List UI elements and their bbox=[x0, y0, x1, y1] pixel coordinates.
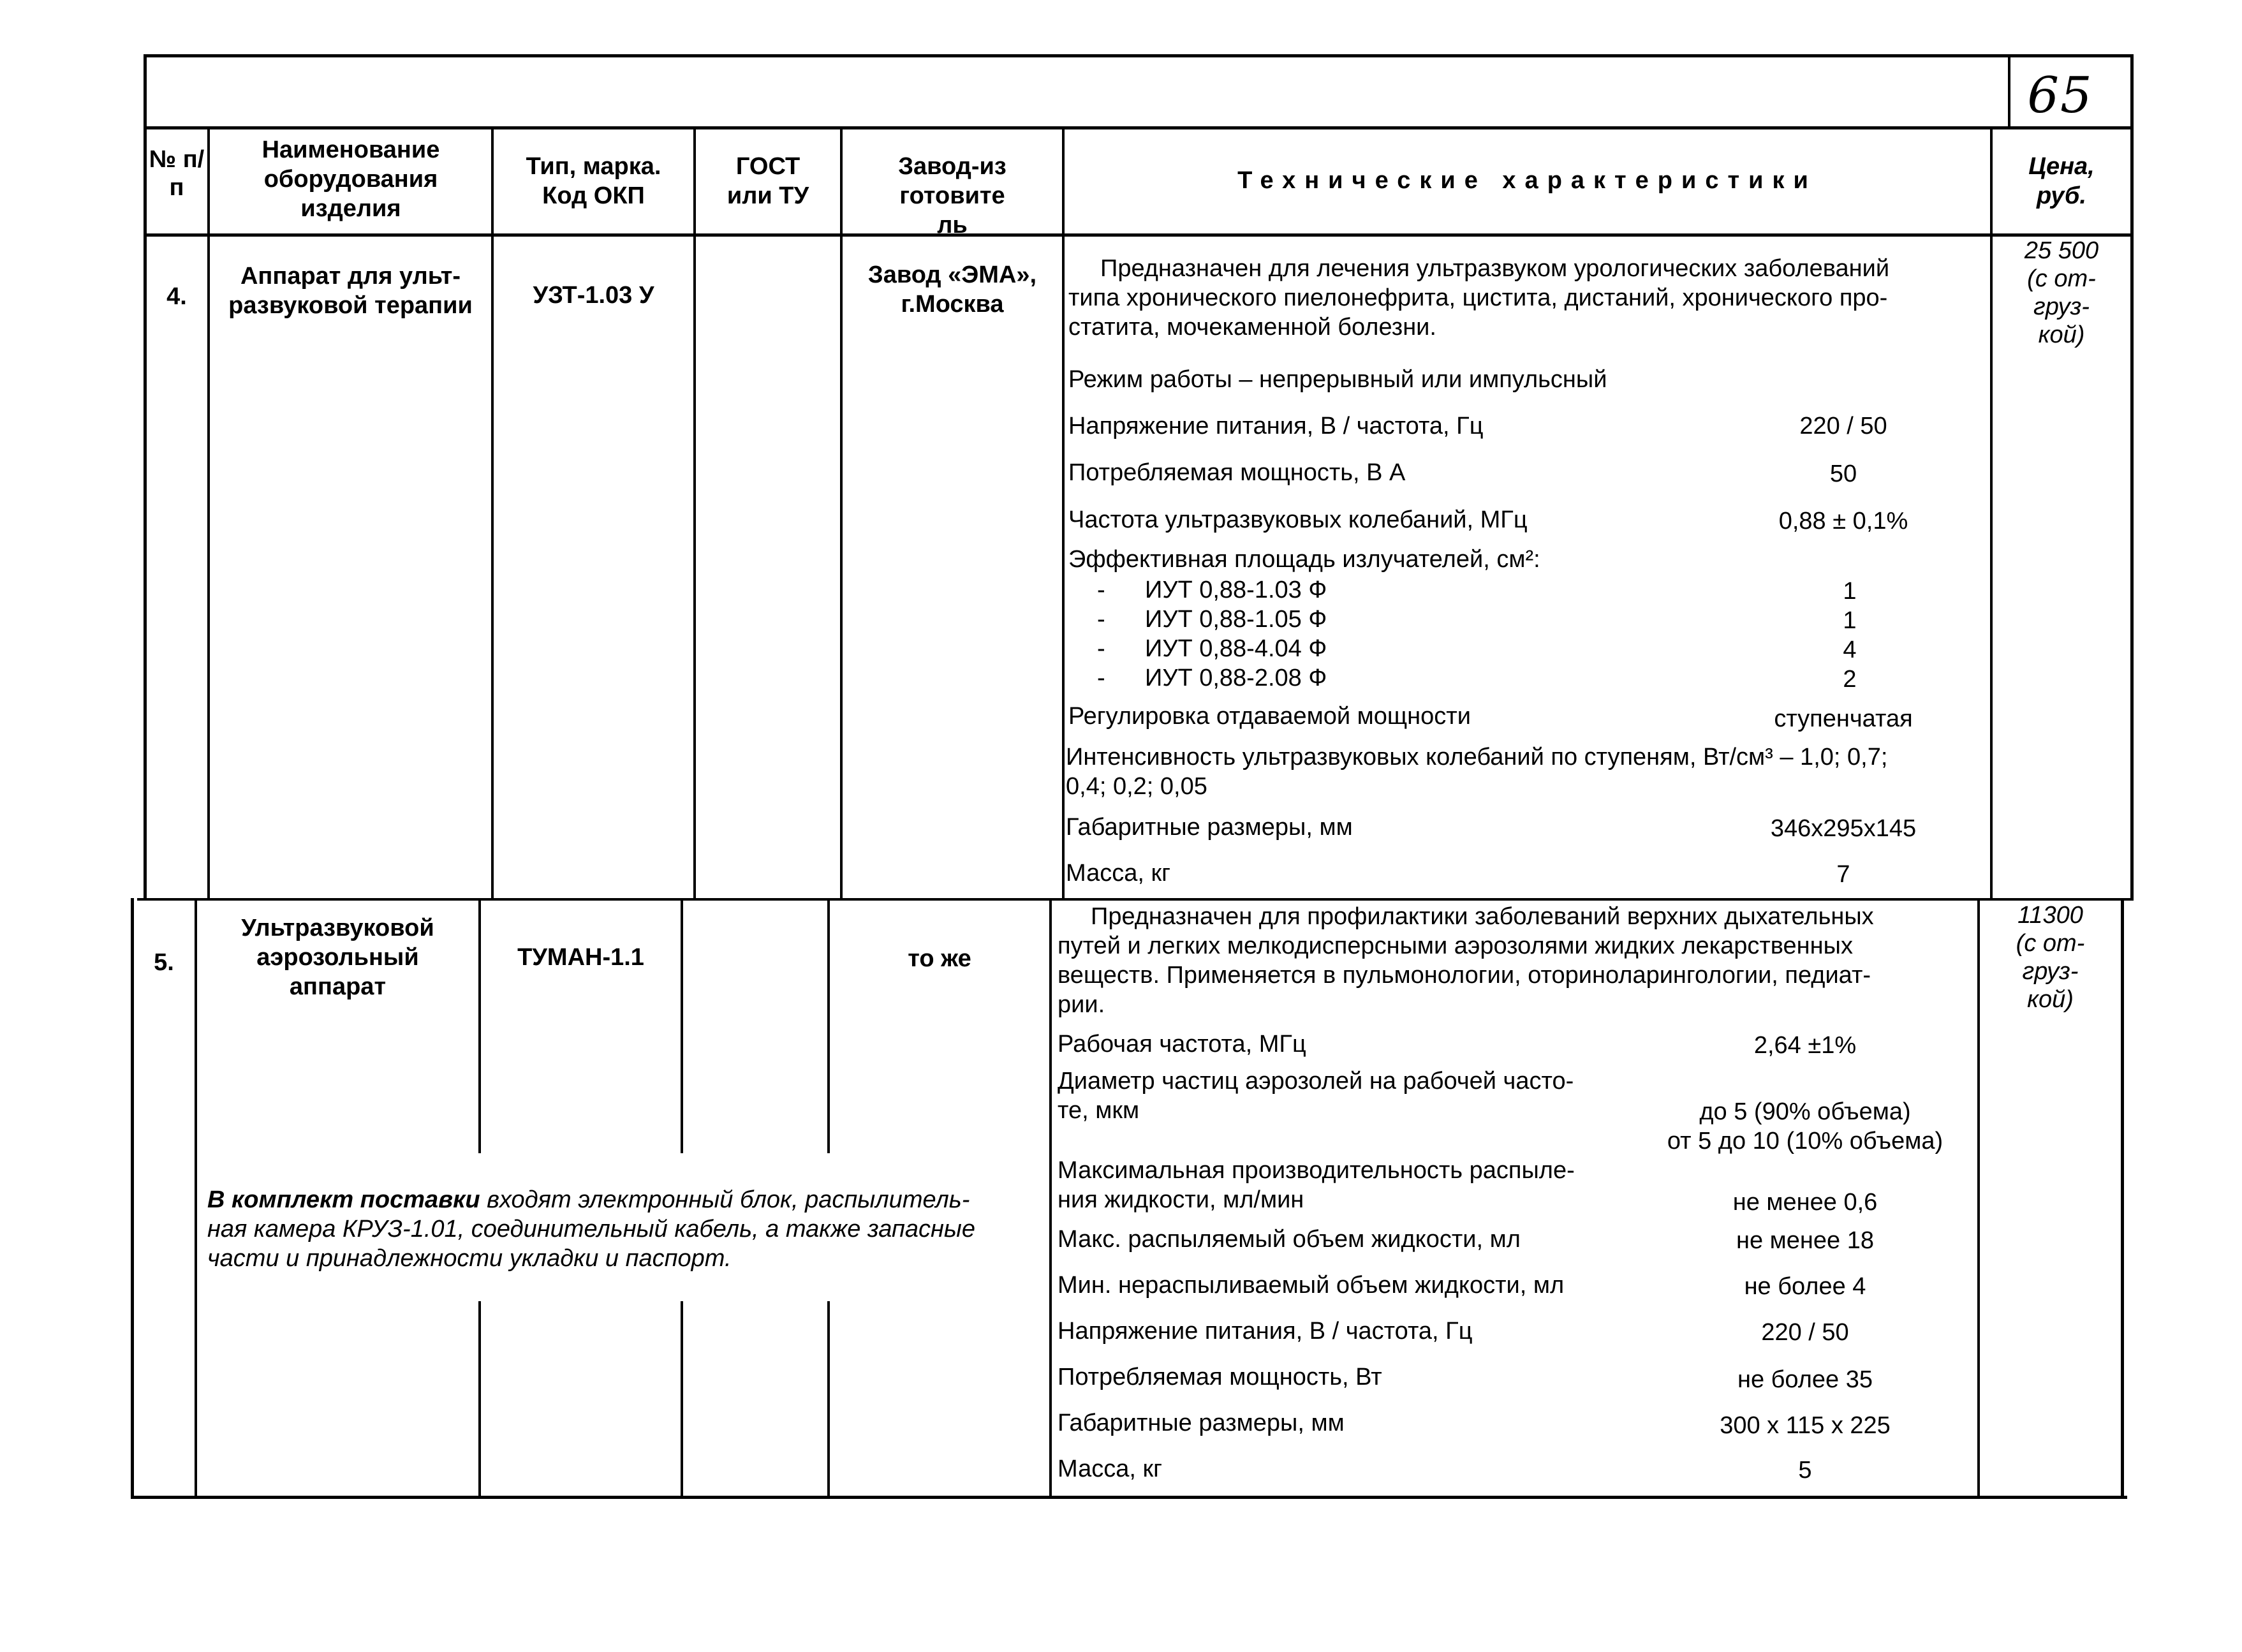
item4-maker-line1: Завод «ЭМА», bbox=[867, 262, 1037, 288]
item5-maxvol-label: Макс. распыляемый объем жидкости, мл bbox=[1058, 1226, 1521, 1253]
item5-prod-line1: Максимальная производительность распыле- bbox=[1058, 1157, 1575, 1184]
item5-maker: то же bbox=[908, 945, 971, 972]
item4-voltage-label: Напряжение питания, В / частота, Гц bbox=[1068, 413, 1484, 439]
header-name: Наименование оборудования изделия bbox=[262, 136, 440, 222]
item5-mass-value: 5 bbox=[1798, 1457, 1812, 1484]
item4-emitter-name: ИУТ 0,88-2.08 Ф bbox=[1145, 665, 1327, 691]
item4-freq-label: Частота ультразвуковых колебаний, МГц bbox=[1068, 506, 1528, 533]
item5-diam-value-line1: до 5 (90% объема) bbox=[1699, 1098, 1911, 1125]
item5-kit-line1 bbox=[207, 1185, 970, 1214]
item5-maxvol-value: не менее 18 bbox=[1736, 1227, 1874, 1254]
item5-kit-line2: ная камера КРУЗ-1.01, соединительный кабель, а также запасные bbox=[207, 1216, 975, 1243]
item4-emitter-value: 4 bbox=[1843, 637, 1857, 663]
item4-freq-value: 0,88 ± 0,1% bbox=[1778, 508, 1908, 535]
item5-dims-label: Габаритные размеры, мм bbox=[1058, 1410, 1345, 1436]
item4-emitter-dash: - bbox=[1097, 606, 1105, 633]
item4-maker-line2: г.Москва bbox=[901, 291, 1004, 318]
item5-name-line1: Ультразвуковой bbox=[241, 915, 434, 941]
item4-desc-line2: типа хронического пиелонефрита, цистита, дистаний, хронического про- bbox=[1068, 284, 1888, 311]
item5-price-line1: 11300 bbox=[2017, 902, 2083, 929]
item4-price-line1: 25 500 bbox=[2024, 237, 2099, 264]
item5-workfreq-value: 2,64 ±1% bbox=[1753, 1032, 1857, 1059]
item5-power-label: Потребляемая мощность, Вт bbox=[1058, 1364, 1382, 1390]
item5-prod-value: не менее 0,6 bbox=[1732, 1189, 1878, 1216]
item4-intensity-line1: Интенсивность ультразвуковых колебаний по ступеням, Вт/см³ – 1,0; 0,7; bbox=[1066, 744, 1888, 771]
item5-type: ТУМАН-1.1 bbox=[517, 944, 644, 971]
item4-dims-label: Габаритные размеры, мм bbox=[1066, 814, 1353, 841]
item4-name-line1: Аппарат для ульт- bbox=[240, 263, 461, 290]
item5-price-line3: груз- bbox=[2022, 958, 2079, 985]
item4-price-line3: груз- bbox=[2033, 293, 2090, 320]
item5-power-value: не более 35 bbox=[1737, 1366, 1873, 1393]
item5-voltage-label: Напряжение питания, В / частота, Гц bbox=[1058, 1318, 1473, 1345]
item4-power-value: 50 bbox=[1829, 461, 1857, 487]
item5-workfreq-label: Рабочая частота, МГц bbox=[1058, 1031, 1306, 1058]
header-gost: ГОСТ или ТУ bbox=[726, 153, 809, 209]
item5-mass-label: Масса, кг bbox=[1058, 1456, 1162, 1482]
item4-emitter-value: 1 bbox=[1843, 578, 1857, 605]
item5-diam-line1: Диаметр частиц аэрозолей на рабочей часто- bbox=[1058, 1068, 1574, 1095]
item4-reg-value: ступенчатая bbox=[1774, 705, 1913, 732]
item4-desc-line3: статита, мочекаменной болезни. bbox=[1068, 314, 1436, 341]
item4-emitter-name: ИУТ 0,88-1.05 Ф bbox=[1145, 606, 1327, 633]
item5-desc-line1: Предназначен для профилактики заболеваний верхних дыхательных bbox=[1091, 903, 1874, 930]
item4-emitter-value: 2 bbox=[1843, 666, 1857, 693]
item5-diam-value-line2: от 5 до 10 (10% объема) bbox=[1667, 1128, 1943, 1154]
item4-emitter-name: ИУТ 0,88-1.03 Ф bbox=[1145, 577, 1327, 603]
item4-emitter-dash: - bbox=[1097, 577, 1105, 603]
item4-area-label: Эффективная площадь излучателей, см²: bbox=[1068, 546, 1540, 573]
item5-desc-line3: веществ. Применяется в пульмонологии, оториноларингологии, педиат- bbox=[1058, 962, 1871, 989]
header-num: № п/п bbox=[149, 146, 205, 201]
item5-kit-bold: В комплект поставки bbox=[207, 1186, 480, 1213]
item5-price-line4: кой) bbox=[2027, 986, 2074, 1013]
page-number: 65 bbox=[2027, 67, 2093, 124]
item5-name-line3: аппарат bbox=[289, 973, 387, 1000]
item4-emitter-value: 1 bbox=[1843, 607, 1857, 634]
item4-power-label: Потребляемая мощность, В А bbox=[1068, 459, 1406, 486]
item5-desc-line2: путей и легких мелкодисперсными аэрозолями жидких лекарственных bbox=[1058, 933, 1853, 959]
header-maker: Завод-изготовитель bbox=[898, 153, 1007, 239]
item4-intensity-line2: 0,4; 0,2; 0,05 bbox=[1066, 773, 1207, 800]
item4-emitter-name: ИУТ 0,88-4.04 Ф bbox=[1145, 635, 1327, 662]
item5-minvol-value: не более 4 bbox=[1744, 1273, 1866, 1300]
item4-mode: Режим работы – непрерывный или импульсный bbox=[1068, 366, 1607, 393]
item5-num: 5. bbox=[154, 949, 174, 976]
item5-price-line2: (с от- bbox=[2016, 930, 2085, 957]
item5-kit-line3: части и принадлежности укладки и паспорт. bbox=[207, 1245, 732, 1272]
header-price: Цена, руб. bbox=[2028, 153, 2095, 209]
item5-voltage-value: 220 / 50 bbox=[1761, 1319, 1849, 1346]
item4-type: УЗТ-1.03 У bbox=[533, 282, 654, 309]
item4-mass-value: 7 bbox=[1836, 861, 1850, 888]
item5-desc-line4: рии. bbox=[1058, 991, 1105, 1018]
item4-emitter-dash: - bbox=[1097, 635, 1105, 662]
item4-name-line2: развуковой терапии bbox=[228, 292, 473, 319]
item4-price-line2: (с от- bbox=[2027, 265, 2096, 292]
item5-diam-line2: те, мкм bbox=[1058, 1097, 1140, 1124]
item4-dims-value: 346x295x145 bbox=[1770, 815, 1917, 842]
item4-reg-label: Регулировка отдаваемой мощности bbox=[1068, 703, 1471, 730]
item5-kit-line1-text: входят электронный блок, распылитель- bbox=[480, 1186, 970, 1213]
item5-prod-line2: ния жидкости, мл/мин bbox=[1058, 1186, 1304, 1213]
item5-dims-value: 300 х 115 х 225 bbox=[1720, 1412, 1891, 1439]
item4-voltage-value: 220 / 50 bbox=[1799, 413, 1887, 439]
header-tech: Технические характеристики bbox=[1237, 167, 1817, 194]
item4-desc-line1: Предназначен для лечения ультразвуком урологических заболеваний bbox=[1100, 255, 1890, 282]
item5-name-line2: аэрозольный bbox=[256, 944, 419, 971]
item4-mass-label: Масса, кг bbox=[1066, 860, 1170, 887]
item4-num: 4. bbox=[166, 283, 187, 310]
item4-price-line4: кой) bbox=[2038, 321, 2085, 348]
header-type: Тип, марка. Код ОКП bbox=[526, 153, 661, 209]
item5-minvol-label: Мин. нераспыливаемый объем жидкости, мл bbox=[1058, 1272, 1565, 1299]
item4-emitter-dash: - bbox=[1097, 665, 1105, 691]
